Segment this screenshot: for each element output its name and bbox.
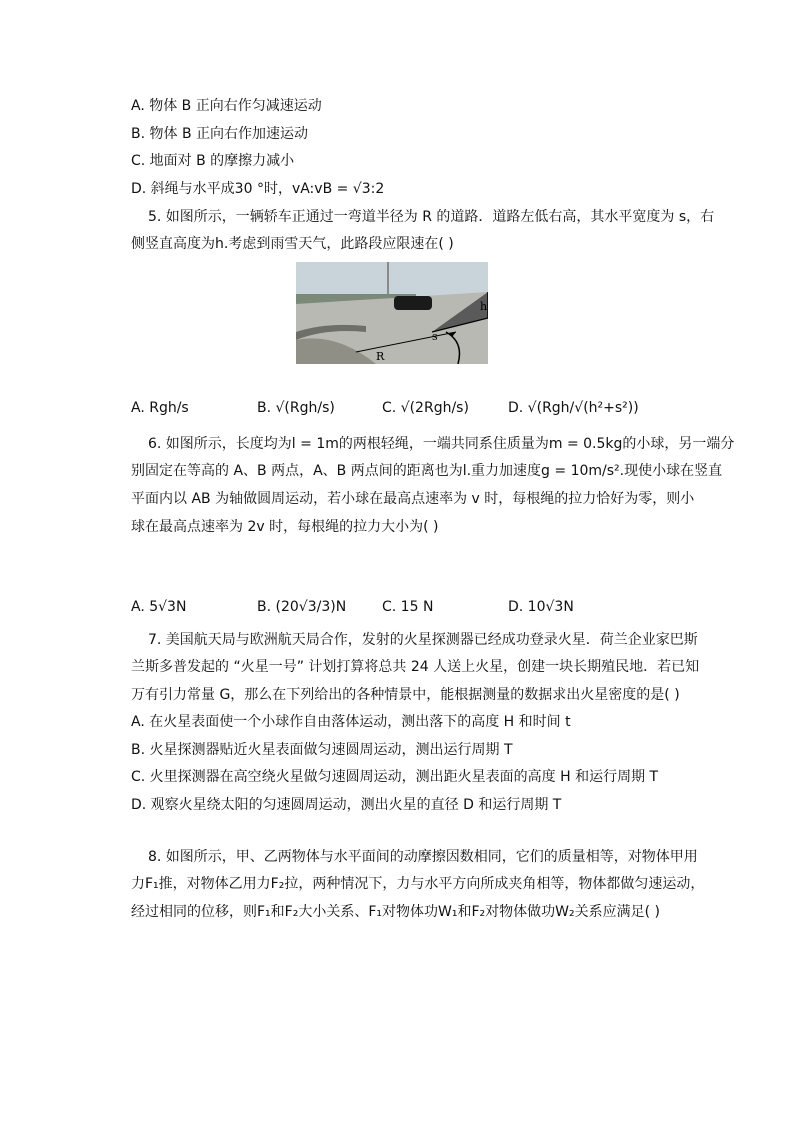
q6-option-a: A. 5√3N xyxy=(131,599,187,615)
q7-option-a: A. 在火星表面使一个小球作自由落体运动，测出落下的高度 H 和时间 t xyxy=(131,714,571,730)
label-r: R xyxy=(376,350,385,363)
label-h: h xyxy=(480,300,488,313)
q5-figure-svg xyxy=(296,262,488,364)
q6-stem-line1: 6. 如图所示，长度均为l = 1m的两根轻绳，一端共同系住质量为m = 0.5kg的小球，另一端分 xyxy=(148,436,735,452)
q4-option-d: D. 斜绳与水平成30 °时，vA:vB = √3:2 xyxy=(131,181,385,197)
q7-stem-line3: 万有引力常量 G，那么在下列给出的各种情景中，能根据测量的数据求出火星密度的是( ) xyxy=(131,687,680,703)
q5-option-a: A. Rgh/s xyxy=(131,400,189,416)
q4-option-a: A. 物体 B 正向右作匀减速运动 xyxy=(131,98,322,114)
q6-option-c: C. 15 N xyxy=(382,599,434,615)
car-icon xyxy=(394,296,432,310)
q6-option-b: B. (20√3/3)N xyxy=(257,599,347,615)
q4-option-b: B. 物体 B 正向右作加速运动 xyxy=(131,126,309,142)
q6-option-d: D. 10√3N xyxy=(508,599,574,615)
q8-stem-line3: 经过相同的位移，则F₁和F₂大小关系、F₁对物体功W₁和F₂对物体做功W₂关系应满足( ) xyxy=(131,904,660,920)
q5-stem-line2: 侧竖直高度为h.考虑到雨雪天气，此路段应限速在( ) xyxy=(131,236,454,252)
q8-stem-line2: 力F₁推，对物体乙用力F₂拉，两种情况下，力与水平方向所成夹角相等，物体都做匀速运动， xyxy=(131,876,705,892)
q7-stem-line2: 兰斯多普发起的 “火星一号” 计划打算将总共 24 人送上火星，创建一块长期殖民地．若已知 xyxy=(131,659,700,675)
q7-option-c: C. 火里探测器在高空绕火星做匀速圆周运动，测出距火星表面的高度 H 和运行周期 T xyxy=(131,769,659,785)
label-s: s xyxy=(432,330,438,343)
q5-option-b: B. √(Rgh/s) xyxy=(257,400,335,416)
q7-option-d: D. 观察火星绕太阳的匀速圆周运动，测出火星的直径 D 和运行周期 T xyxy=(131,797,562,813)
q5-option-c: C. √(2Rgh/s) xyxy=(382,400,469,416)
q7-stem-line1: 7. 美国航天局与欧洲航天局合作，发射的火星探测器已经成功登录火星．荷兰企业家巴斯 xyxy=(148,632,698,648)
q6-stem-line3: 平面内以 AB 为轴做圆周运动，若小球在最高点速率为 v 时，每根绳的拉力恰好为零，则小 xyxy=(131,491,695,507)
q5-option-d: D. √(Rgh/√(h²+s²)) xyxy=(508,400,639,416)
q4-option-c: C. 地面对 B 的摩擦力减小 xyxy=(131,153,295,169)
q5-stem-line1: 5. 如图所示，一辆轿车正通过一弯道半径为 R 的道路．道路左低右高，其水平宽度为 s，右 xyxy=(148,209,715,225)
q5-figure-curved-road-photo xyxy=(296,262,488,364)
q7-option-b: B. 火星探测器贴近火星表面做匀速圆周运动，测出运行周期 T xyxy=(131,742,513,758)
q8-stem-line1: 8. 如图所示，甲、乙两物体与水平面间的动摩擦因数相同，它们的质量相等，对物体甲用 xyxy=(148,849,698,865)
q6-stem-line4: 球在最高点速率为 2v 时，每根绳的拉力大小为( ) xyxy=(131,519,439,535)
q6-stem-line2: 别固定在等高的 A、B 两点，A、B 两点间的距离也为l.重力加速度g = 10m/s².现使小球在竖直 xyxy=(131,463,723,479)
